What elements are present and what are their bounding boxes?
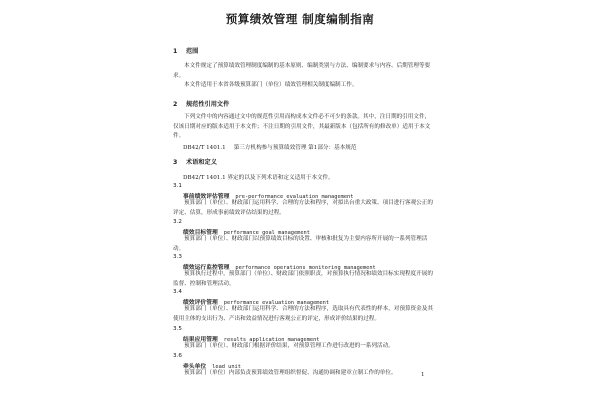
term-number: 3.3 [173,254,182,260]
term-zh: 绩效目标管理 [183,230,218,236]
term-number: 3.6 [173,353,182,359]
page-number: 1 [421,372,425,378]
section-1-paragraph-1: 本文件规定了预算绩效管理制度编制的基本原则、编制类别与方法、编制要求与内容、后期管理等要求。 [173,63,431,79]
section-number: 3 [173,159,178,166]
term-number: 3.4 [173,289,182,295]
term-number: 3.5 [173,326,182,332]
term-definition: 预算部门（单位）、财政部门根据评价结果，对预算管理工作进行改进的一系列活动。 [184,343,394,349]
term-en: performance evaluation management [223,300,330,306]
term-definition: 预算部门（单位）内部负责预算绩效管理组织督促、沟通协调和建章立制工作的单位。 [184,370,397,376]
section-1-paragraph-2: 本文件适用于本省各级预算部门（单位）绩效管理相关制度编制工作。 [184,82,358,88]
term-zh: 牵头单位 [183,364,207,370]
section-2-heading [173,99,229,108]
term-zh: 绩效评价管理 [183,300,218,306]
term-en: performance operations monitoring management [235,265,376,271]
section-heading-text: 规范性引用文件 [186,101,230,108]
term-definition: 预算执行过程中，预算部门（单位）、财政部门依照职责，对预算执行情况和绩效目标实现程度开展的监督、控制和管理活动。 [173,271,433,287]
section-heading-text: 范围 [186,48,199,55]
term-en: pre-performance evaluation management [235,194,354,200]
document-title: 预算绩效管理 制度编制指南 [225,12,375,26]
term-definition: 预算部门（单位）、财政部门运用科学、合理的方法和程序，选取具有代表性的样本，对预算资金及其使用主体的支出行为、产出和效益情况进行客观公正的评定，形成评价结果的过程。 [173,306,433,322]
term-en: lead unit [212,364,241,370]
term-zh: 绩效运行监控管理 [183,265,230,271]
normative-reference [183,143,357,151]
section-2-paragraph-1: 下列文件中的内容通过文中的规范性引用而构成本文件必不可少的条款。其中，注日期的引用文件，仅该日期对应的版本适用于本文件；不注日期的引用文件，其最新版本（包括所有的修改单）适用于本文件。 [173,114,431,139]
term-number: 3.1 [173,183,182,189]
term-zh: 事前绩效评估管理 [183,194,230,200]
term-number: 3.2 [173,219,182,225]
term-en: performance goal management [223,230,310,236]
term-definition: 预算部门（单位）、财政部门运用科学、合理的方法和程序，对拟出台重大政策、项目进行客观公正的评定、估算，形成事前绩效评估结果的过程。 [173,200,433,216]
section-3-heading [173,157,217,166]
section-1-heading [173,46,198,55]
term-definition: 预算部门（单位）、财政部门以预算绩效目标的设置、审核和批复为主要内容所开展的一系列管理活动。 [173,236,428,252]
section-number: 1 [173,48,178,55]
section-heading-text: 术语和定义 [186,159,217,166]
reference-standard-title: 第三方机构参与预算绩效管理 第1部分：基本规范 [233,145,357,151]
term-zh: 结果应用管理 [183,337,218,343]
term-en: results application management [223,337,320,343]
section-3-intro: DB42/T 1401.1 界定的以及下列术语和定义适用于本文件。 [183,175,334,181]
reference-standard-code: DB42/T 1401.1 [183,145,226,151]
section-number: 2 [173,101,178,108]
